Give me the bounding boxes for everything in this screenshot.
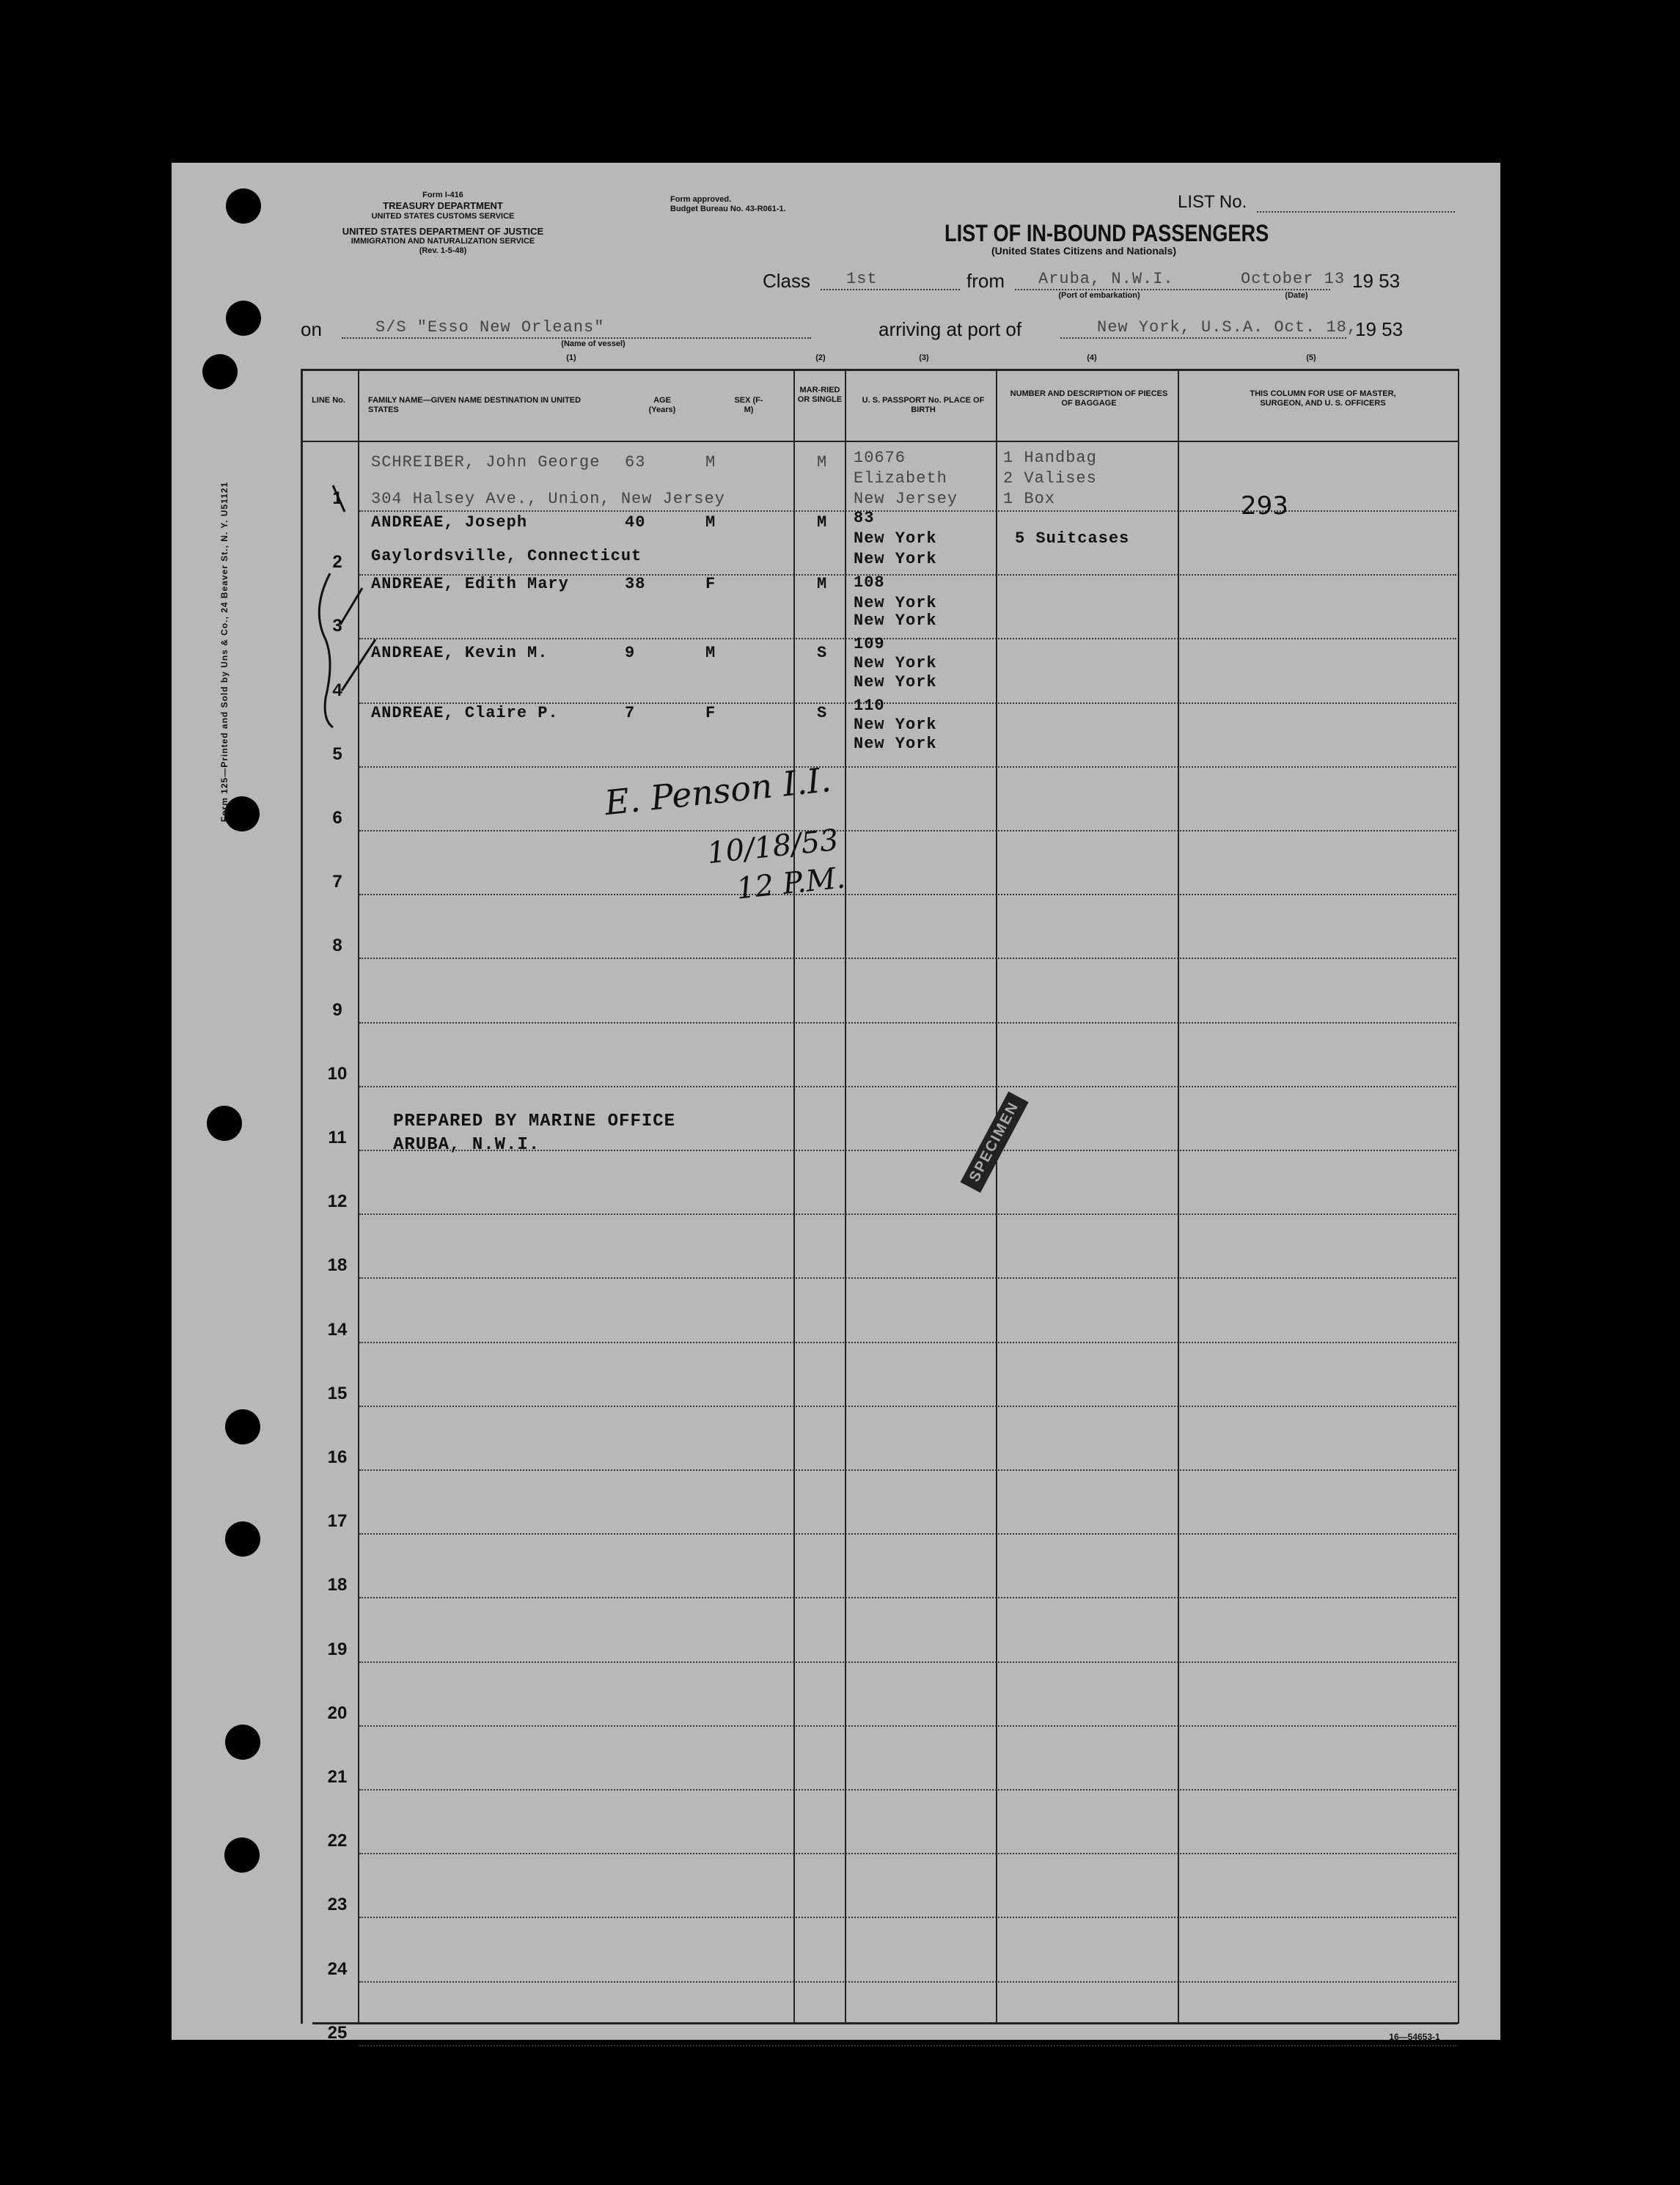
row-number: 1 bbox=[332, 488, 342, 508]
passenger-name: ANDREAE, Kevin M. bbox=[371, 644, 549, 662]
col-header-officers: THIS COLUMN FOR USE OF MASTER, SURGEON, AND U. S. OFFICERS bbox=[1250, 389, 1396, 408]
birth-place: New York bbox=[854, 673, 937, 691]
col-header-age: AGE (Years) bbox=[648, 396, 676, 414]
col-header-baggage: NUMBER AND DESCRIPTION OF PIECES OF BAGGAGE bbox=[1010, 389, 1168, 408]
birth-place: New York bbox=[854, 594, 937, 612]
punch-hole bbox=[202, 354, 238, 389]
col-divider bbox=[793, 369, 795, 2024]
punch-hole bbox=[207, 1106, 242, 1141]
arrival-field-line bbox=[1060, 337, 1346, 339]
passport-number: 83 bbox=[854, 509, 875, 527]
row-rule bbox=[359, 830, 1456, 831]
punch-hole bbox=[226, 188, 261, 224]
class-label: Class bbox=[763, 270, 811, 292]
row-rule bbox=[359, 1725, 1456, 1727]
customs-service: UNITED STATES CUSTOMS SERVICE bbox=[371, 212, 515, 221]
row-number: 16 bbox=[327, 1447, 348, 1467]
col-header-name: FAMILY NAME—GIVEN NAME DESTINATION IN UNITED STATES bbox=[368, 396, 582, 414]
date-value: October 13 bbox=[1241, 270, 1346, 288]
row-number: 11 bbox=[328, 1128, 347, 1147]
row-number: 8 bbox=[332, 936, 342, 956]
date-label: (Date) bbox=[1285, 291, 1308, 300]
table-right-border bbox=[1458, 369, 1459, 2024]
treasury-dept: TREASURY DEPARTMENT bbox=[383, 200, 503, 211]
passenger-sex: F bbox=[705, 704, 716, 722]
inspector-signature: E. Penson I.I. bbox=[603, 759, 833, 823]
budget-bureau: Budget Bureau No. 43-R061-1. bbox=[670, 205, 786, 213]
row-rule bbox=[359, 766, 1456, 768]
col-num: (4) bbox=[1087, 353, 1097, 362]
row-number: 25 bbox=[327, 2022, 348, 2043]
passenger-sex: M bbox=[705, 453, 716, 471]
passenger-name: ANDREAE, Claire P. bbox=[371, 704, 559, 722]
officer-note: 293 bbox=[1241, 491, 1288, 521]
birth-place: New York bbox=[854, 716, 937, 734]
arrival-port: New York, U.S.A. Oct. 18, bbox=[1097, 318, 1358, 337]
row-rule bbox=[359, 1277, 1456, 1279]
punch-hole bbox=[225, 1725, 260, 1760]
prepared-by-line2: ARUBA, N.W.I. bbox=[393, 1135, 540, 1155]
passenger-age: 63 bbox=[625, 453, 646, 471]
handwritten-brace-marks bbox=[282, 471, 384, 735]
passenger-marital: M bbox=[817, 575, 828, 593]
row-number: 21 bbox=[327, 1767, 348, 1787]
printer-side-text: Form 125—Printed and Sold by Uns & Co., 24 Beaver St., N. Y. U51121 bbox=[219, 481, 230, 823]
row-number: 2 bbox=[332, 552, 342, 573]
passenger-marital: S bbox=[817, 644, 828, 662]
table-top-border bbox=[301, 369, 1458, 371]
row-rule bbox=[359, 1533, 1456, 1535]
punch-hole bbox=[224, 1837, 260, 1873]
row-rule bbox=[359, 894, 1456, 895]
table-bottom-border bbox=[312, 2022, 1458, 2024]
row-number: 4 bbox=[332, 680, 342, 700]
row-number: 12 bbox=[327, 1191, 348, 1212]
inspection-date: 10/18/53 bbox=[705, 823, 840, 871]
punch-hole bbox=[225, 1409, 260, 1444]
form-subtitle: (United States Citizens and Nationals) bbox=[991, 245, 1177, 257]
baggage: 1 Box bbox=[1003, 490, 1056, 508]
row-number: 18 bbox=[327, 1575, 348, 1595]
row-number: 20 bbox=[327, 1703, 348, 1723]
passport-number: 10676 bbox=[854, 449, 906, 467]
row-rule bbox=[359, 958, 1456, 959]
passenger-name: ANDREAE, Joseph bbox=[371, 513, 528, 532]
class-field-line bbox=[821, 289, 960, 290]
row-number: 22 bbox=[327, 1831, 348, 1851]
passenger-sex: M bbox=[705, 644, 716, 662]
revision: (Rev. 1-5-48) bbox=[419, 246, 467, 255]
ins: IMMIGRATION AND NATURALIZATION SERVICE bbox=[351, 237, 535, 246]
col-num: (1) bbox=[566, 353, 576, 362]
punch-hole bbox=[226, 301, 261, 336]
birth-place: New York bbox=[854, 654, 937, 672]
passenger-age: 7 bbox=[625, 704, 636, 722]
row-number: 5 bbox=[332, 743, 342, 764]
row-rule bbox=[359, 510, 1456, 512]
col-divider bbox=[996, 369, 997, 2024]
birth-place: New York bbox=[854, 612, 937, 630]
row-number: 19 bbox=[327, 1639, 348, 1659]
row-rule bbox=[359, 1086, 1456, 1087]
row-rule bbox=[359, 1342, 1456, 1343]
row-number: 15 bbox=[327, 1383, 348, 1403]
vessel-label: (Name of vessel) bbox=[561, 339, 626, 348]
punch-hole bbox=[224, 796, 260, 831]
row-rule bbox=[359, 1597, 1456, 1598]
inspection-time: 12 P.M. bbox=[735, 861, 847, 906]
col-divider bbox=[845, 369, 846, 2024]
justice-dept: UNITED STATES DEPARTMENT OF JUSTICE bbox=[342, 226, 544, 237]
passport-number: 109 bbox=[854, 635, 885, 653]
col-header-line: LINE No. bbox=[312, 396, 345, 405]
col-header-married: MAR-RIED OR SINGLE bbox=[797, 386, 843, 404]
row-rule bbox=[359, 1853, 1456, 1854]
row-rule bbox=[359, 2045, 1456, 2046]
row-number: 14 bbox=[327, 1319, 348, 1340]
form-number: Form I-416 bbox=[422, 191, 463, 199]
year-1: 19 53 bbox=[1352, 270, 1401, 292]
birth-place: New York bbox=[854, 529, 937, 548]
row-rule bbox=[359, 1213, 1456, 1215]
row-number: 23 bbox=[327, 1895, 348, 1915]
passenger-destination: 304 Halsey Ave., Union, New Jersey bbox=[371, 490, 725, 508]
passenger-sex: F bbox=[705, 575, 716, 593]
col-num: (5) bbox=[1306, 353, 1316, 362]
on-label: on bbox=[301, 318, 322, 340]
passenger-age: 40 bbox=[625, 513, 646, 532]
col-divider bbox=[1178, 369, 1179, 2024]
row-rule bbox=[359, 1661, 1456, 1663]
row-rule bbox=[359, 1981, 1456, 1983]
list-no-label: LIST No. bbox=[1178, 192, 1247, 212]
row-number: 3 bbox=[332, 616, 342, 636]
passport-number: 108 bbox=[854, 573, 885, 592]
vessel-field-line bbox=[342, 337, 811, 339]
row-rule bbox=[359, 1022, 1456, 1024]
row-number: 7 bbox=[332, 872, 342, 892]
row-number: 24 bbox=[327, 1958, 348, 1979]
col-num: (2) bbox=[815, 353, 826, 362]
col-header-sex: SEX (F-M) bbox=[734, 396, 763, 414]
vessel-name: S/S "Esso New Orleans" bbox=[375, 318, 605, 337]
row-rule bbox=[359, 1917, 1456, 1918]
form-approved: Form approved. bbox=[670, 195, 732, 204]
row-number: 10 bbox=[327, 1063, 348, 1084]
list-no-field bbox=[1257, 211, 1455, 213]
birth-place: New York bbox=[854, 550, 937, 568]
row-number: 9 bbox=[332, 999, 342, 1020]
passenger-marital: M bbox=[817, 453, 828, 471]
baggage: 1 Handbag bbox=[1003, 449, 1097, 467]
row-rule bbox=[359, 1406, 1456, 1407]
row-number: 18 bbox=[327, 1255, 348, 1276]
col-num: (3) bbox=[919, 353, 929, 362]
row-number: 6 bbox=[332, 808, 342, 828]
year-2: 19 53 bbox=[1355, 318, 1404, 340]
specimen-stamp: SPECIMEN bbox=[961, 1091, 1029, 1193]
port-embarkation-label: (Port of embarkation) bbox=[1058, 291, 1140, 300]
baggage: 2 Valises bbox=[1003, 469, 1097, 488]
from-value: Aruba, N.W.I. bbox=[1038, 270, 1174, 288]
passenger-list-form bbox=[172, 163, 1500, 2043]
birth-place: New York bbox=[854, 735, 937, 753]
passenger-destination: Gaylordsville, Connecticut bbox=[371, 547, 642, 565]
row-rule bbox=[359, 1789, 1456, 1791]
arriving-label: arriving at port of bbox=[878, 318, 1022, 340]
birth-place: New Jersey bbox=[854, 490, 958, 508]
passenger-name: SCHREIBER, John George bbox=[371, 453, 601, 471]
from-field-line bbox=[1015, 289, 1330, 290]
row-rule bbox=[359, 638, 1456, 639]
row-rule bbox=[359, 1469, 1456, 1471]
passenger-age: 38 bbox=[625, 575, 646, 593]
passenger-name: ANDREAE, Edith Mary bbox=[371, 575, 569, 593]
row-number: 17 bbox=[327, 1511, 348, 1532]
form-footer-number: 16—54653-1 bbox=[1389, 2032, 1440, 2042]
from-label: from bbox=[966, 270, 1005, 292]
form-title: LIST OF IN-BOUND PASSENGERS bbox=[944, 220, 1269, 246]
class-value: 1st bbox=[846, 270, 878, 288]
prepared-by-line1: PREPARED BY MARINE OFFICE bbox=[393, 1112, 676, 1131]
passenger-marital: S bbox=[817, 704, 828, 722]
passenger-age: 9 bbox=[625, 644, 636, 662]
passport-number: 110 bbox=[854, 697, 885, 715]
punch-hole bbox=[225, 1521, 260, 1557]
table-header-rule bbox=[301, 441, 1458, 442]
baggage: 5 Suitcases bbox=[1015, 529, 1130, 548]
birth-place: Elizabeth bbox=[854, 469, 947, 488]
col-header-passport: U. S. PASSPORT No. PLACE OF BIRTH bbox=[862, 396, 985, 414]
passenger-sex: M bbox=[705, 513, 716, 532]
passenger-marital: M bbox=[817, 513, 828, 532]
